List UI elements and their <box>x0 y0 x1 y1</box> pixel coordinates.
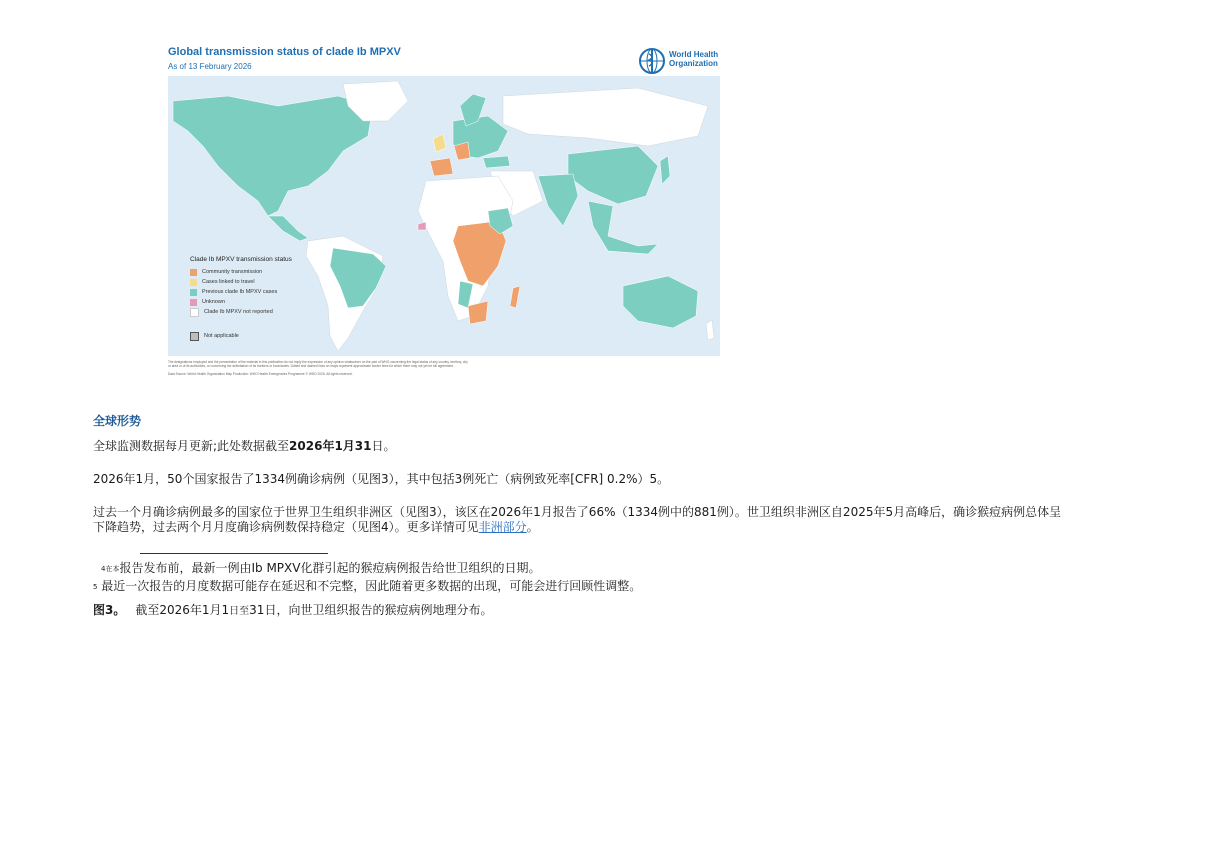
map-title: Global transmission status of clade Ib MPXV <box>168 46 401 58</box>
who-logo <box>637 46 723 76</box>
map-china <box>568 146 658 204</box>
footnote-4: 4在本报告发布前，最新一例由Ib MPXV化群引起的猴痘病例报告给世卫组织的日期。 <box>101 561 541 575</box>
paragraph-africa-region: 过去一个月确诊病例最多的国家位于世界卫生组织非洲区（见图3），该区在2026年1月报告了66%（1334例中的881例）。世卫组织非洲区自2025年5月高峰后，确诊猴痘病例总体呈 下降趋势，过去两个月月度确诊病例数保持稳定（见图4）。更多详情可见非洲部分。 <box>93 505 1062 534</box>
who-logo-line2: Organization <box>669 59 718 68</box>
paragraph-january-summary: 2026年1月，50个国家报告了1334例确诊病例（见图3），其中包括3例死亡（病例致死率[CFR] 0.2%）5。 <box>93 472 670 486</box>
map-madagascar-community <box>510 286 520 308</box>
legend-item-unknown <box>190 297 292 307</box>
footnote-divider <box>140 553 328 554</box>
legend-title: Clade Ib MPXV transmission status <box>190 256 292 263</box>
map-india <box>538 174 578 226</box>
legend-item-previous <box>190 287 292 297</box>
map-figure <box>166 40 722 395</box>
legend-swatch <box>190 308 199 317</box>
legend-label: Not applicable <box>204 333 239 339</box>
world-map <box>168 76 720 356</box>
map-new-zealand <box>706 320 714 340</box>
map-southeast-asia <box>588 201 658 254</box>
map-legend <box>190 256 292 341</box>
map-west-africa-unknown <box>418 222 426 230</box>
figure-label: 图3。 <box>93 603 126 617</box>
map-australia <box>623 276 698 328</box>
paragraph-update-note: 全球监测数据每月更新;此处数据截至2026年1月31日。 <box>93 439 396 453</box>
legend-swatch <box>190 332 199 341</box>
map-date: As of 13 February 2026 <box>168 62 252 71</box>
map-disclaimer <box>168 360 468 380</box>
map-spain-community <box>430 158 453 176</box>
figure-caption: 图3。 截至2026年1月1日至31日，向世卫组织报告的猴痘病例地理分布。 <box>93 603 493 617</box>
footnote-5: 5 最近一次报告的月度数据可能存在延迟和不完整，因此随着更多数据的出现，可能会进行回顾性调整。 <box>93 579 642 593</box>
who-emblem-icon <box>637 46 667 76</box>
map-central-america <box>268 216 308 241</box>
legend-swatch <box>190 269 197 276</box>
legend-item-travel <box>190 277 292 287</box>
legend-item-not-reported <box>190 307 292 317</box>
data-source-text: Data Source: World Health Organization Map Production: WHO Health Emergencies Programme © WHO 2026. All rights reserved. <box>168 372 353 376</box>
section-title: 全球形势 <box>93 414 142 428</box>
legend-label: Previous clade Ib MPXV cases <box>202 289 278 295</box>
disclaimer-text: The designations employed and the presentation of the material in this publication do not imply the expression of any opinion whatsoever on the part of WHO concerning the legal status of any country, territory, city or area or of its authorities, or concerning the delimitation of its frontiers or boundaries. Dotted and dashed lines on maps represent approximate border lines for which there may not yet be full agreement. <box>168 360 468 368</box>
legend-label: Cases linked to travel <box>202 279 255 285</box>
map-uk-travel <box>433 134 446 152</box>
legend-item-not-applicable <box>190 331 292 341</box>
who-logo-line1: World Health <box>669 50 719 59</box>
legend-label: Community transmission <box>202 269 263 275</box>
map-japan <box>660 156 670 184</box>
legend-item-community <box>190 267 292 277</box>
map-north-america <box>173 96 373 216</box>
legend-swatch <box>190 279 197 286</box>
legend-label: Unknown <box>202 299 225 305</box>
legend-label: Clade Ib MPXV not reported <box>204 309 273 315</box>
map-russia <box>503 88 708 146</box>
legend-swatch <box>190 289 197 296</box>
map-turkey <box>483 156 510 168</box>
africa-section-link[interactable]: 非洲部分 <box>478 520 527 534</box>
legend-swatch <box>190 299 197 306</box>
